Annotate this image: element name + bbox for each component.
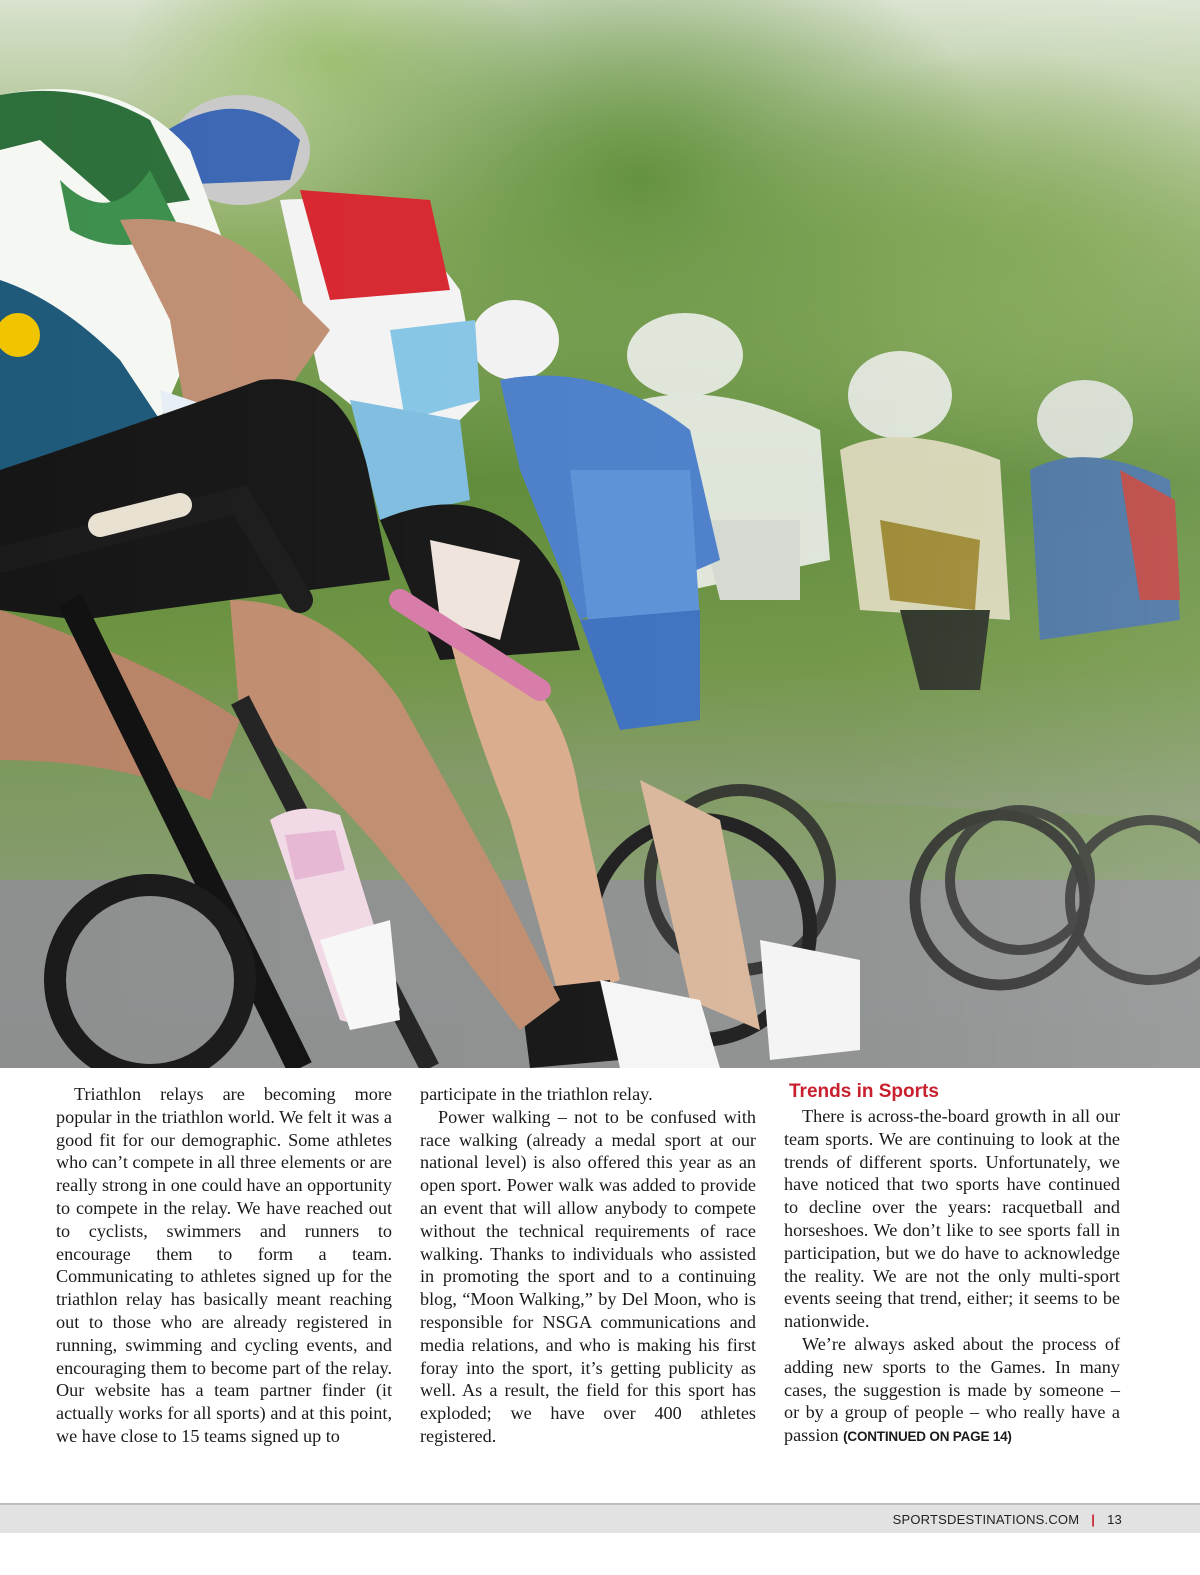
footer-separator: |	[1091, 1512, 1096, 1527]
col3-paragraph-1: There is across-the-board growth in all our team sports. We are continuing to look at the trends of different sports. Unfortunately, we have noticed that two sports have continued to decline over the years: racquetball and horseshoes. We don’t like to see sports fall in participation, but we do have to acknowledge the reality. We are not the only multi-sport events seeing that trend, either; it seems to be nationwide.	[784, 1106, 1120, 1332]
page-footer	[893, 1512, 1122, 1527]
section-heading: Trends in Sports	[789, 1081, 939, 1102]
footer-site-name: SPORTSDESTINATIONS.COM	[892, 1512, 1080, 1527]
article-column-3	[784, 1081, 1120, 1449]
col2-paragraph-2: Power walking – not to be confused with race walking (already a medal sport at our national level) is also offered this year as an open sport. Power walk was added to provide an event that will allow anybody to compete without the technical requirements of race walking. Thanks to individuals who assisted in promoting the sport and to a continuing blog, “Moon Walking,” by Del Moon, who is responsible for NSGA communications and media relations, and who is making his first foray into the sport, it’s getting publicity as well. As a result, the field for this sport has exploded; we have over 400 athletes registered.	[420, 1106, 756, 1446]
col1-paragraph-1: Triathlon relays are becoming more popular in the triathlon world. We felt it was a good fit for our demographic. Some athletes who can’t compete in all three elements or are really strong in one could have an opportunity to compete in the relay. We have reached out to cyclists, swimmers and runners to encourage them to form a team. Communicating to athletes signed up for the triathlon relay has basically meant reaching out to those who are already registered in running, swimming and cycling events, and encouraging them to become part of the relay. Our website has a team partner finder (it actually works for all sports) and at this point, we have close to 15 teams signed up to	[56, 1084, 392, 1446]
article-column-1	[56, 1083, 392, 1448]
continued-notice: (CONTINUED ON PAGE 14)	[843, 1429, 1012, 1445]
col3-paragraph-2	[784, 1333, 1120, 1449]
article-column-2	[420, 1083, 756, 1448]
page-number: 13	[1107, 1512, 1122, 1527]
col2-paragraph-1: participate in the triathlon relay.	[420, 1084, 653, 1104]
col3-paragraph-2-text: We’re always asked about the process of adding new sports to the Games. In many cases, the suggestion is made by someone – or by a group of people – who really have a passion	[784, 1333, 1120, 1446]
